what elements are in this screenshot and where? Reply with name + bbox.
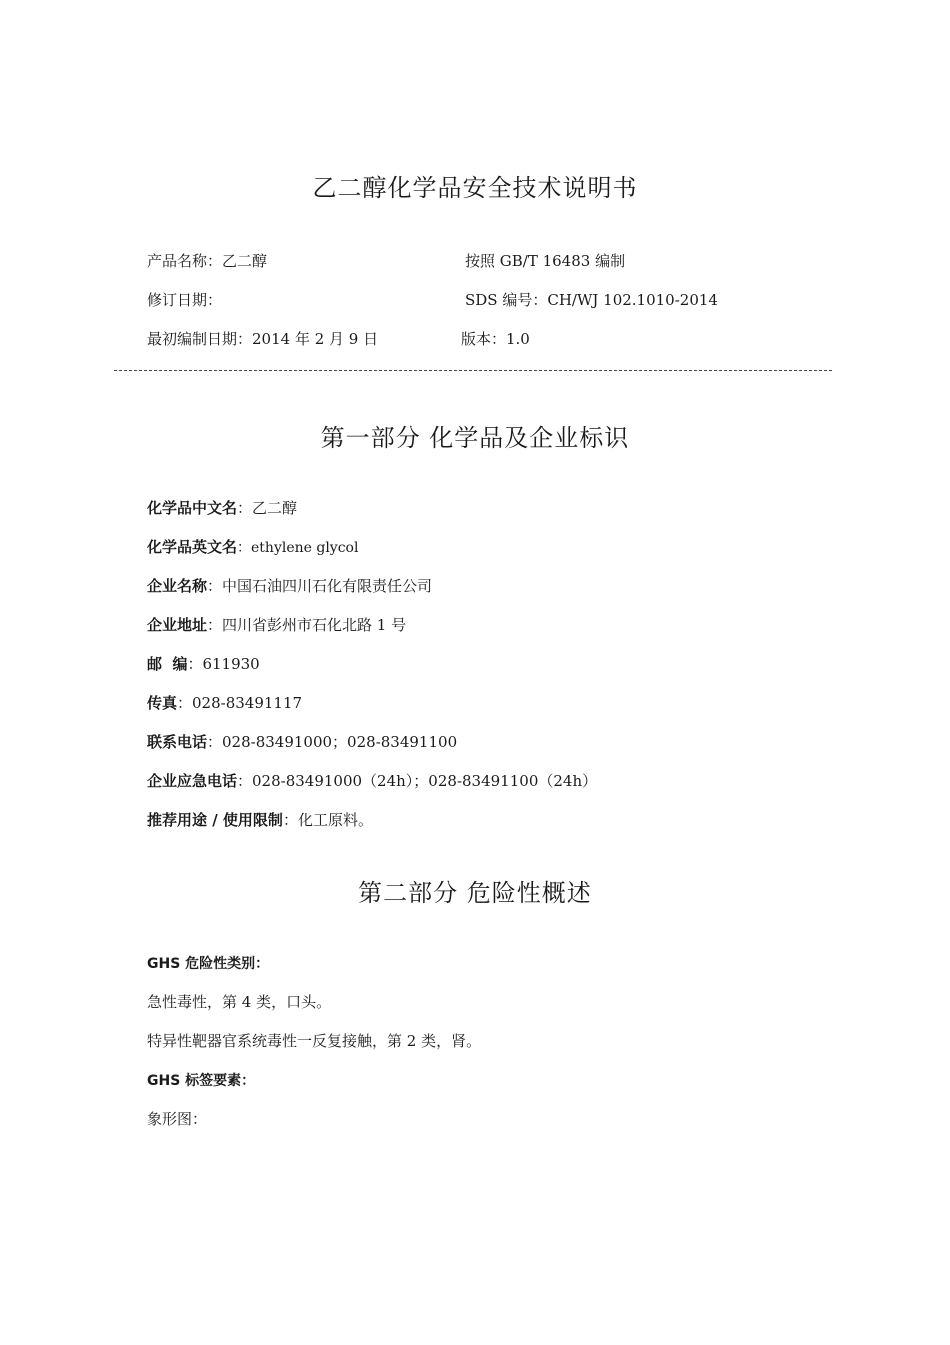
field-value: ：化工原料。 (282, 811, 373, 829)
hazard-category-line: 特异性靶器官系统毒性一反复接触，第 2 类，肾。 (147, 1032, 482, 1050)
document-title: 乙二醇化学品安全技术说明书 (312, 174, 638, 202)
field-label: 推荐用途 / 使用限制 (147, 811, 283, 829)
field-label: 化学品英文名 (147, 538, 238, 556)
first-compile-date: 最初编制日期：2014 年 2 月 9 日 (147, 330, 379, 348)
field-chinese-name (147, 497, 297, 518)
product-name: 产品名称：乙二醇 (147, 252, 268, 270)
revision-date: 修订日期： (147, 291, 223, 309)
field-value: ：ethylene glycol (237, 540, 359, 556)
field-label: 企业名称 (147, 577, 208, 595)
hazard-category-line: 急性毒性，第 4 类，口头。 (147, 993, 332, 1011)
section2-title: 第二部分 危险性概述 (358, 879, 592, 907)
field-postcode (147, 653, 260, 674)
section1-title: 第一部分 化学品及企业标识 (320, 424, 630, 452)
field-value: ：028-83491000；028-83491100 (207, 733, 458, 751)
field-value: ：四川省彭州市石化北路 1 号 (207, 616, 407, 634)
field-label: 联系电话 (147, 733, 208, 751)
ghs-category-heading: GHS 危险性类别： (147, 956, 270, 972)
field-contact-phone (147, 731, 457, 752)
header-divider (114, 370, 832, 371)
standard-reference: 按照 GB/T 16483 编制 (465, 252, 626, 270)
field-value: ：中国石油四川石化有限责任公司 (207, 577, 433, 595)
field-recommended-use (147, 809, 373, 830)
field-label: 传真 (147, 694, 178, 712)
field-emergency-phone (147, 770, 597, 791)
pictogram-label: 象形图： (147, 1110, 208, 1128)
field-label: 邮 编 (147, 655, 188, 673)
field-value: ：028-83491117 (177, 694, 303, 712)
field-value: ：乙二醇 (237, 499, 298, 517)
field-value: ：611930 (187, 655, 260, 673)
field-company-address (147, 614, 406, 635)
field-label: 企业应急电话 (147, 772, 238, 790)
field-fax (147, 692, 302, 713)
sds-number: SDS 编号：CH/WJ 102.1010-2014 (465, 291, 718, 309)
field-value: ：028-83491000（24h）；028-83491100（24h） (237, 772, 598, 790)
version: 版本：1.0 (461, 330, 530, 348)
field-label: 化学品中文名 (147, 499, 238, 517)
ghs-label-heading: GHS 标签要素： (147, 1073, 256, 1089)
field-english-name (147, 536, 358, 557)
field-label: 企业地址 (147, 616, 208, 634)
field-company-name (147, 575, 432, 596)
